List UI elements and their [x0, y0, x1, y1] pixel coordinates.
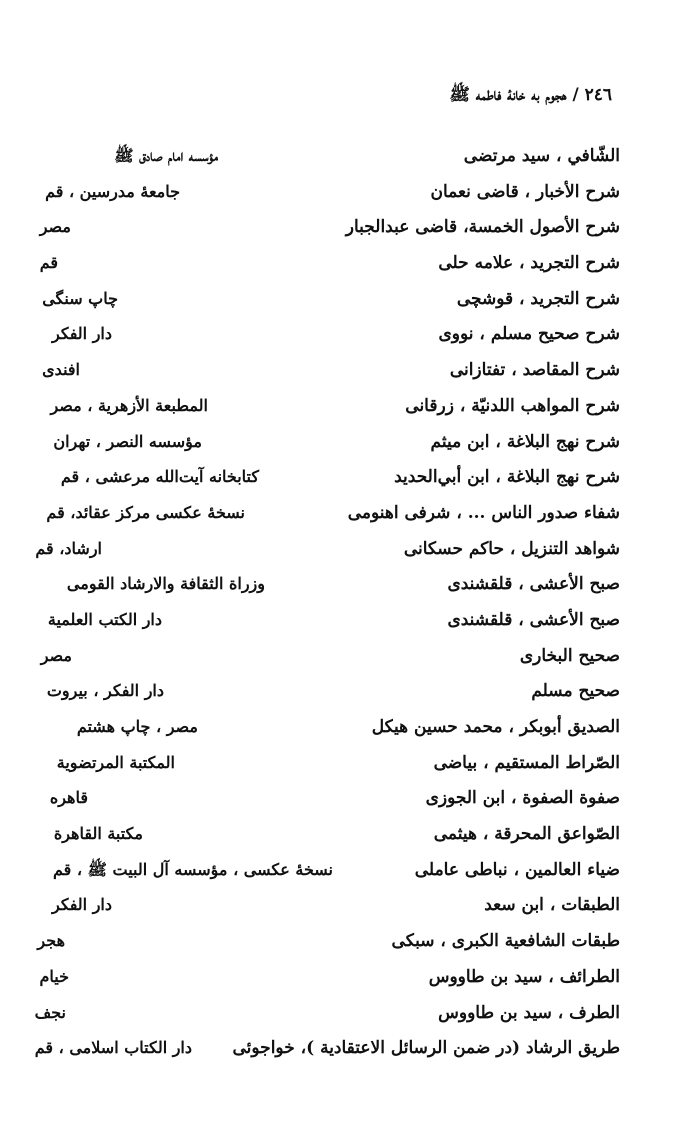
entry-publisher: افندى [42, 360, 80, 380]
page-header [449, 84, 612, 109]
bibliography-entry [28, 676, 620, 712]
entry-title: شرح المواهب اللدنيّة ، زرقانى [405, 395, 620, 416]
entry-title: شفاء صدور الناس ... ، شرفى اهنومى [347, 502, 620, 523]
bibliography-entry [28, 355, 620, 391]
entry-publisher: چاپ سنگى [42, 288, 118, 308]
bibliography-entry [28, 926, 620, 962]
bibliography-entry [28, 890, 620, 926]
entry-title: ضياء العالمين ، نباطى عاملى [414, 859, 620, 880]
entry-publisher: مكتبة القاهرة [53, 824, 143, 844]
bibliography-entry [28, 427, 620, 463]
entry-title: شرح المقاصد ، تفتازانى [449, 360, 620, 381]
entry-publisher: نسخهٔ عكسى ، مؤسسه آل البيت ﷺ ، قم [53, 859, 333, 879]
entry-publisher: وزراة الثقافة والارشاد القومى [66, 574, 265, 594]
bibliography-entry [28, 641, 620, 677]
bibliography-entry [28, 212, 620, 248]
entry-publisher: دار الكتب العلمية [47, 609, 162, 629]
bibliography-entry [28, 855, 620, 891]
entry-publisher: دار الكتاب اسلامى ، قم [34, 1038, 192, 1058]
bibliography-entry [28, 141, 620, 177]
entry-publisher: مصر [39, 217, 71, 237]
entry-publisher: نجف [34, 1002, 66, 1022]
entry-title: الطرف ، سيد بن طاووس [438, 1002, 620, 1023]
entry-publisher: المطبعة الأزهرية ، مصر [50, 395, 208, 415]
bibliography-entry [28, 569, 620, 605]
entry-publisher: نسخهٔ عكسى مركز عقائد، قم [46, 502, 245, 522]
entry-publisher: مؤسسه امام صادق ﷺ [114, 146, 218, 165]
entry-title: صبح الأعشى ، قلقشندى [447, 609, 620, 630]
bibliography-entry [28, 748, 620, 784]
entry-publisher: خيام [39, 966, 69, 986]
bibliography-list [28, 141, 620, 1069]
entry-title: الطرائف ، سيد بن طاووس [428, 966, 620, 987]
entry-publisher: دار الفكر ، بيروت [46, 681, 164, 701]
entry-title: صبح الأعشى ، قلقشندى [447, 574, 620, 595]
bibliography-entry [28, 534, 620, 570]
entry-publisher: جامعهٔ مدرسين ، قم [45, 181, 180, 201]
entry-title: صفوة الصفوة ، ابن الجوزى [425, 788, 620, 809]
bibliography-entry [28, 391, 620, 427]
entry-publisher: مصر [40, 645, 72, 665]
entry-publisher: ارشاد، قم [35, 538, 102, 558]
entry-title: طبقات الشافعية الكبرى ، سبكى [391, 931, 620, 952]
entry-title: شرح نهج البلاغة ، ابن أبي‌الحديد [394, 467, 620, 488]
bibliography-entry [28, 998, 620, 1034]
entry-title: طريق الرشاد (در ضمن الرسائل الاعتقادية )، خواجوئى [232, 1038, 620, 1059]
entry-title: الطبقات ، ابن سعد [484, 895, 620, 916]
bibliography-entry [28, 712, 620, 748]
entry-title: الصّراط المستقيم ، بياضى [433, 752, 620, 773]
page-number: ٢٤٦ [584, 85, 612, 105]
page-header-title: / هجوم به خانهٔ فاطمه [475, 85, 579, 105]
bibliography-entry [28, 319, 620, 355]
entry-title: صحيح البخارى [519, 645, 620, 666]
entry-title: شرح الأخبار ، قاضى نعمان [430, 181, 620, 202]
entry-title: الصّواعق المحرقة ، هيثمى [433, 824, 620, 845]
bibliography-entry [28, 819, 620, 855]
entry-publisher: دار الفكر [52, 324, 112, 344]
entry-title: صحيح مسلم [531, 681, 620, 702]
entry-publisher: دار الفكر [52, 895, 112, 915]
bibliography-entry [28, 498, 620, 534]
entry-title: شرح صحيح مسلم ، نووى [438, 324, 620, 345]
entry-title: شرح نهج البلاغة ، ابن ميثم [430, 431, 620, 452]
entry-publisher: المكتبة المرتضوية [56, 752, 175, 772]
entry-publisher: قاهره [49, 788, 88, 808]
entry-title: شرح التجريد ، قوشچى [456, 288, 620, 309]
entry-publisher: هجر [37, 931, 65, 951]
entry-title: شواهد التنزيل ، حاكم حسكانى [403, 538, 620, 559]
bibliography-entry [28, 248, 620, 284]
bibliography-entry [28, 962, 620, 998]
bibliography-entry [28, 605, 620, 641]
entry-publisher: قم [39, 253, 58, 273]
entry-title: الصديق أبوبكر ، محمد حسين هيكل [371, 717, 620, 737]
bibliography-entry [28, 1033, 620, 1069]
bibliography-entry [28, 284, 620, 320]
bibliography-entry [28, 783, 620, 819]
bibliography-entry [28, 462, 620, 498]
entry-title: شرح الأصول الخمسة، قاضى عبدالجبار [345, 217, 620, 238]
bibliography-entry [28, 177, 620, 213]
entry-publisher: كتابخانه آيت‌الله مرعشى ، قم [60, 467, 259, 487]
entry-title: شرح التجريد ، علامه حلى [438, 253, 620, 274]
entry-title: الشّافي ، سيد مرتضى [463, 146, 620, 166]
entry-publisher: مصر ، چاپ هشتم [76, 717, 198, 736]
entry-publisher: مؤسسه النصر ، تهران [53, 431, 202, 451]
honorific-glyph: ﷺ [449, 85, 470, 105]
